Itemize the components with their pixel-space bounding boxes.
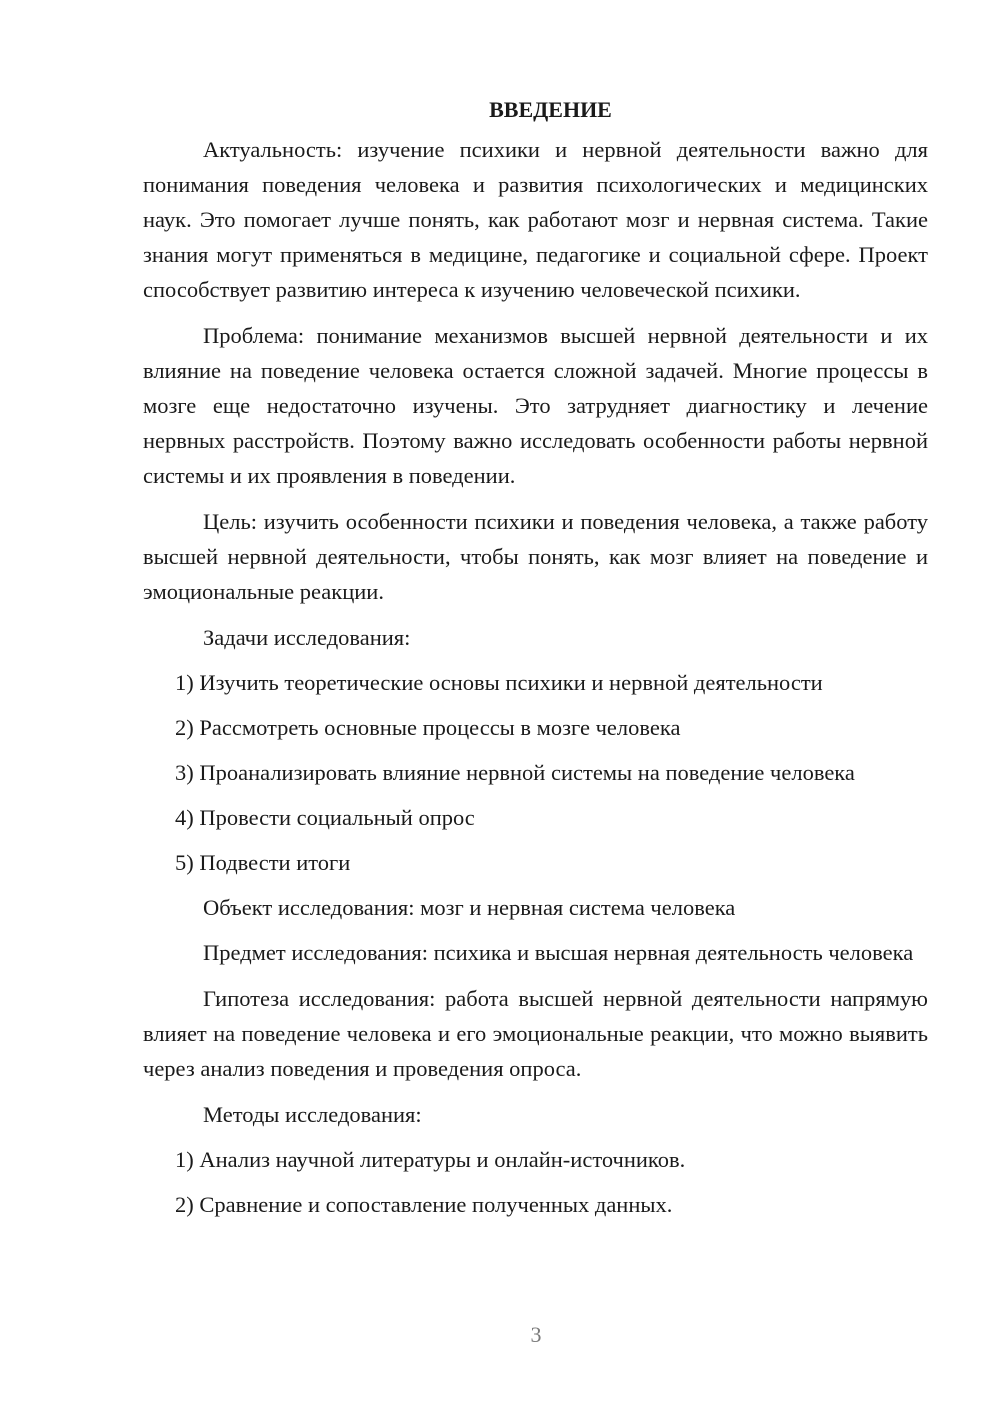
document-body	[143, 92, 928, 1222]
relevance-paragraph: Актуальность: изучение психики и нервной деятельности важно для понимания поведения человека и развития психологических и медицинских наук. Это помогает лучше понять, как работают мозг и нервная система. Такие знания могут применяться в медицине, педагогике и социальной сфере. Проект способствует развитию интереса к изучению человеческой психики.	[143, 137, 928, 302]
list-item: 4) Провести социальный опрос	[175, 805, 475, 830]
section-title: ВВЕДЕНИЕ	[489, 97, 612, 122]
list-item: 1) Анализ научной литературы и онлайн-источников.	[175, 1147, 686, 1172]
goal-paragraph: Цель: изучить особенности психики и поведения человека, а также работу высшей нервной деятельности, чтобы понять, как мозг влияет на поведение и эмоциональные реакции.	[143, 509, 928, 604]
problem-paragraph: Проблема: понимание механизмов высшей нервной деятельности и их влияние на поведение человека остается сложной задачей. Многие процессы в мозге еще недостаточно изучены. Это затрудняет диагностику и лечение нервных расстройств. Поэтому важно исследовать особенности работы нервной системы и их проявления в поведении.	[143, 323, 928, 488]
page-number: 3	[530, 1322, 542, 1347]
tasks-heading: Задачи исследования:	[203, 625, 411, 650]
subject-paragraph: Предмет исследования: психика и высшая нервная деятельность человека	[203, 940, 914, 965]
list-item: 2) Рассмотреть основные процессы в мозге человека	[175, 715, 681, 740]
hypothesis-paragraph: Гипотеза исследования: работа высшей нервной деятельности напрямую влияет на поведение человека и его эмоциональные реакции, что можно выявить через анализ поведения и проведения опроса.	[143, 986, 928, 1081]
list-item: 3) Проанализировать влияние нервной системы на поведение человека	[175, 760, 855, 785]
object-paragraph: Объект исследования: мозг и нервная система человека	[203, 895, 736, 920]
list-item: 5) Подвести итоги	[175, 850, 351, 875]
methods-heading: Методы исследования:	[203, 1102, 422, 1127]
list-item: 2) Сравнение и сопоставление полученных данных.	[175, 1192, 673, 1217]
list-item: 1) Изучить теоретические основы психики и нервной деятельности	[175, 670, 823, 695]
methods-list	[143, 1142, 928, 1222]
tasks-list	[143, 665, 928, 880]
